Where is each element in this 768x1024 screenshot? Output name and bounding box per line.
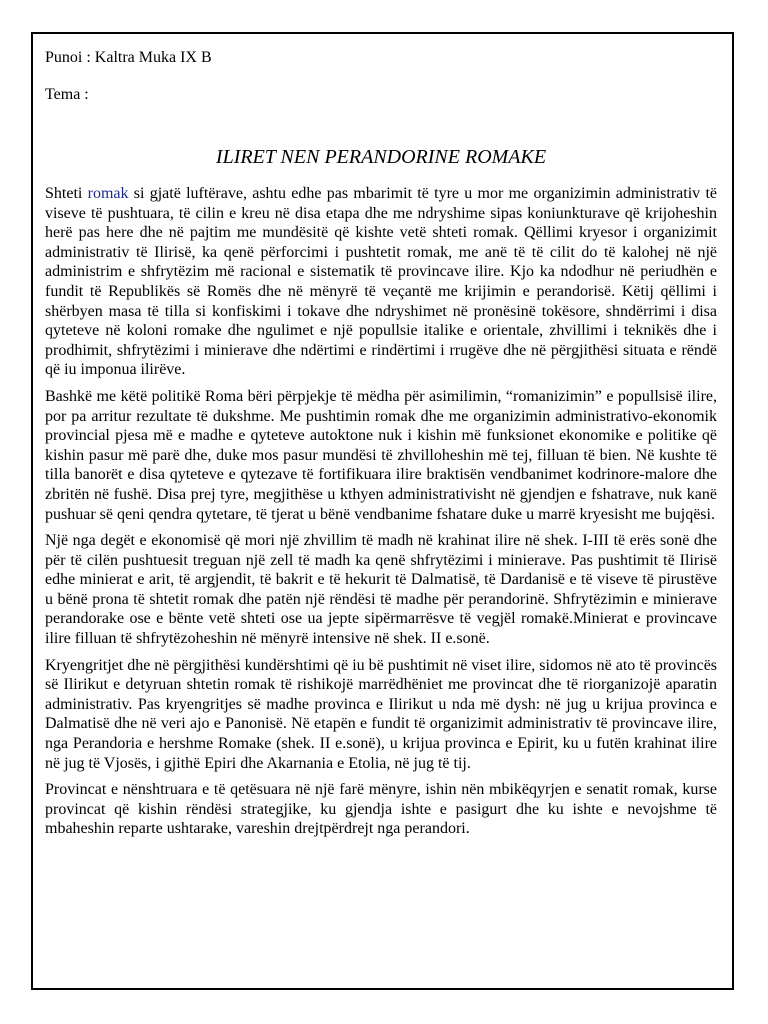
paragraph-1 — [45, 184, 717, 380]
paragraph-1-start: Shteti — [45, 185, 88, 202]
paragraph-1-rest: si gjatë luftërave, ashtu edhe pas mbarimit të tyre u mor me organizimin administrativ të viseve të pushtuara, të cilin e kreu në disa etapa dhe me ndryshime sipas koniunkturave që krijoheshin herë pas here dhe në pajtim me mundësitë që kishte vetë shteti romak. Qëllimi kryesor i organizimit administrativ të Ilirisë, ka qenë përforcimi i pushtetit romak, me anë të të cilit do të kalohej në një administrim e shfrytëzim më racional e sistematik të provincave ilire. Kjo ka ndodhur në periudhën e fundit të Republikës së Romës dhe në mënyrë të veçantë me krijimin e perandorisë. Këtij qëllimi i shërbyen masa të tilla si konfiskimi i tokave dhe ndryshimet në pronësinë tokësore, shndërrimi i disa qyteteve në koloni romake dhe ngulimet e një popullsie italike e orientale, zhvillimi i teknikës dhe i prodhimit, shfrytëzimi i minierave dhe ndërtimi e rindërtimi i rrugëve dhe në përgjithësi situata e rëndë që iu imponua ilirëve. — [45, 185, 717, 379]
document-title: ILIRET NEN PERANDORINE ROMAKE — [215, 146, 547, 168]
paragraph-3: Një nga degët e ekonomisë që mori një zhvillim të madh në krahinat ilire në shek. I-III të erës sonë dhe për të cilën pushtuesit treguan një zell të madh ka qenë shfrytëzimi i minierave. Pas pushtimit të Ilirisë edhe minierat e arit, të argjendit, të bakrit e të hekurit të Dalmatisë, të Dardanisë e të viseve të pirustëve u bënë prona të shtetit romak dhe patën një rëndësi të madhe për perandorinë. Shfrytëzimin e minierave perandorake ose e bënte vetë shteti ose ua jepte sipërmarrësve të vegjël romakë.Minierat e provincave ilire filluan të shfrytëzoheshin në mënyrë intensive në shek. II e.sonë. — [45, 532, 717, 648]
paragraph-2: Bashkë me këtë politikë Roma bëri përpjekje të mëdha për asimilimin, “romanizimin” e popullsisë ilire, por pa arritur rezultate të dukshme. Me pushtimin romak dhe me organizimin administrativo-ekonomik provincial pjesa më e madhe e qyteteve autoktone nuk i kishin më funksionet ekonomike e politike që kishin pasur më parë dhe, duke mos pasur mundësi të zhvilloheshin më tej, filluan të bien. Në kushte të tilla banorët e disa qyteteve e qytezave të fortifikuara ilire braktisën vendbanimet kodrinore-malore dhe zbritën në fushë. Disa prej tyre, megjithëse u kthyen administrativisht në gjendjen e fshatrave, nuk kanë pushuar së qeni qendra qytetare, të tjerat u bënë vendbanime fshatare duke u marrë kryesisht me bujqësi. — [45, 387, 717, 523]
author-line: Punoi : Kaltra Muka IX B — [45, 49, 212, 66]
romak-link[interactable]: romak — [87, 185, 129, 202]
document-content — [45, 48, 717, 846]
document-page — [31, 32, 734, 990]
paragraph-4: Kryengritjet dhe në përgjithësi kundërshtimi që iu bë pushtimit në viset ilire, sidomos në ato të provincës së Ilirikut e detyruan shtetin romak të rishikojë marrëdhëniet me provincat dhe të riorganizojë aparatin administrativ. Pas kryengritjes së madhe provinca e Ilirikut u nda më dysh: në jug u krijua provinca e Dalmatisë dhe në veri ajo e Panonisë. Në etapën e fundit të organizimit administrativ të provincave ilire, nga Perandoria e hershme Romake (shek. II e.sonë), u krijua provinca e Epirit, ku u futën krahinat ilire në jug të Vjosës, i gjithë Epiri dhe Akarnania e Etolia, në jug të tij. — [45, 656, 718, 772]
topic-line: Tema : — [45, 86, 89, 103]
paragraph-5: Provincat e nënshtruara e të qetësuara në një farë mënyre, ishin nën mbikëqyrjen e senatit romak, kurse provincat që kishin rëndësi strategjike, ku gjendja ishte e pasigurt dhe ku ishte e nevojshme të mbaheshin reparte ushtarake, vareshin drejtpërdrejt nga perandori. — [45, 781, 717, 838]
